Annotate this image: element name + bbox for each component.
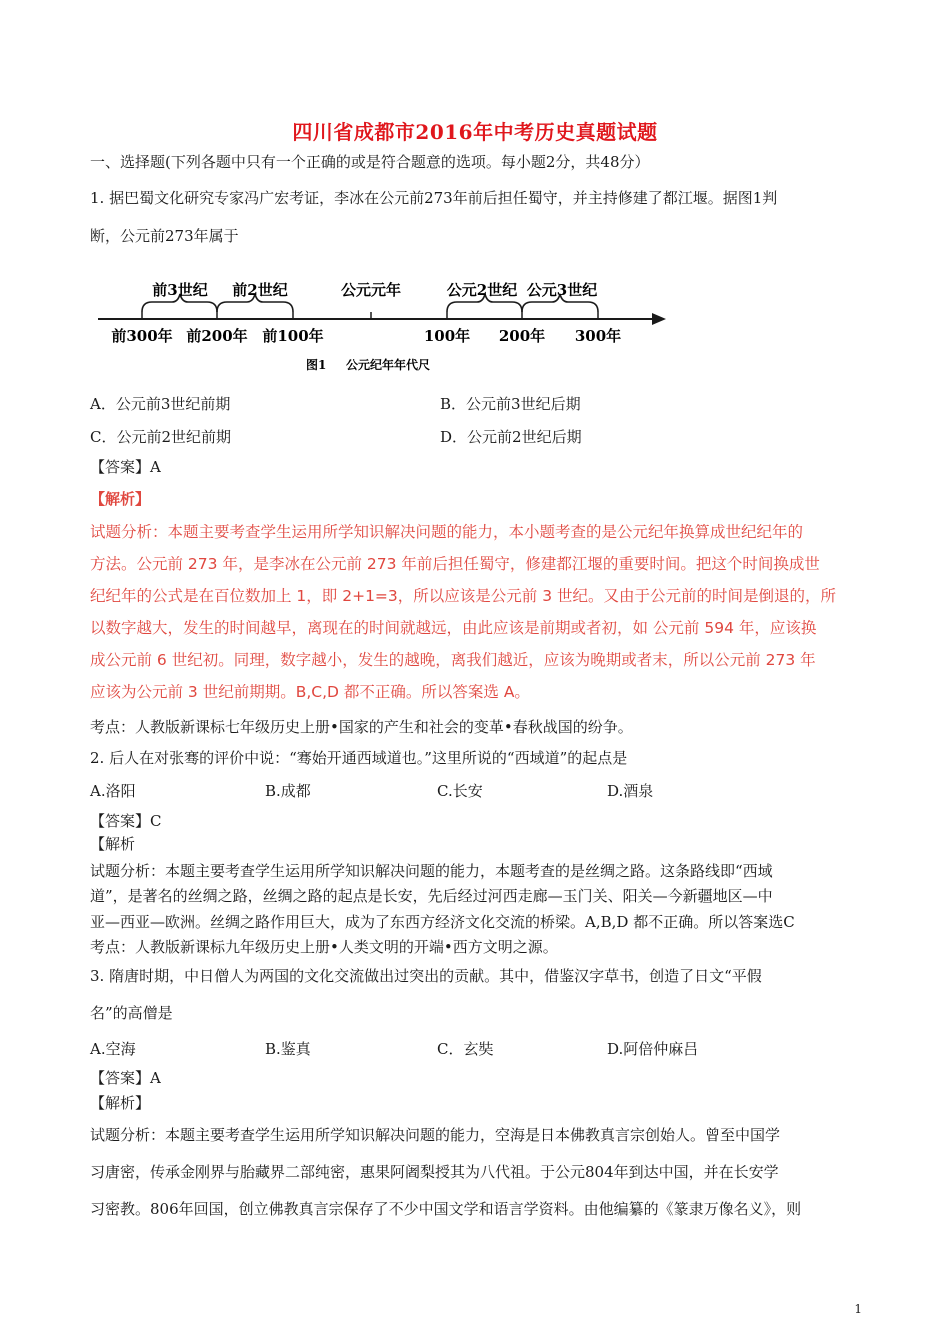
brace-label: 公元2世纪 [446,281,518,299]
q1-analysis-line: 应该为公元前 3 世纪前期期。B,C,D 都不正确。所以答案选 A。 [90,683,530,701]
page-title: 四川省成都市2016年中考历史真题试题 [292,120,658,144]
q2-analysis-line: 试题分析：本题主要考查学生运用所学知识解决问题的能力，本题考查的是丝绸之路。这条路线即“西域 [90,862,773,880]
q3-option-a: A.空海 [90,1040,136,1058]
brace-label: 前2世纪 [232,281,288,299]
q3-answer: 【答案】A [90,1069,161,1087]
q2-option-a: A.洛阳 [90,782,136,800]
q1-stem-line-1: 1. 据巴蜀文化研究专家冯广宏考证，李冰在公元前273年前后担任蜀守，并主持修建了都江堰。据图1判 [90,189,778,207]
q2-option-d: D.酒泉 [607,782,654,800]
q3-stem-line-2: 名”的高僧是 [90,1004,173,1022]
tick-label: 前300年 [111,327,173,345]
q3-analysis-heading: 【解析】 [90,1094,151,1112]
brace-label: 前3世纪 [152,281,208,299]
q3-option-d: D.阿倍仲麻吕 [607,1040,699,1058]
q3-analysis-line: 试题分析：本题主要考查学生运用所学知识解决问题的能力，空海是日本佛教真言宗创始人。曾至中国学 [90,1126,781,1144]
q1-knowledge-point: 考点：人教版新课标七年级历史上册•国家的产生和社会的变革•春秋战国的纷争。 [90,718,633,736]
q2-answer: 【答案】C [90,812,162,830]
tick-label: 前100年 [262,327,324,345]
brace-label: 公元3世纪 [526,281,598,299]
q2-stem: 2. 后人在对张骞的评价中说：“骞始开通西域道也。”这里所说的“西域道”的起点是 [90,749,628,767]
q1-option-d: D．公元前2世纪后期 [440,428,582,446]
q1-answer: 【答案】A [90,458,161,476]
q3-stem-line-1: 3. 隋唐时期，中日僧人为两国的文化交流做出过突出的贡献。其中，借鉴汉字草书，创造了日文“平假 [90,967,762,985]
q3-option-c: C．玄奘 [437,1040,494,1058]
q2-analysis-heading: 【解析 [90,835,136,853]
tick-label: 300年 [574,327,622,345]
tick-label: 100年 [423,327,471,345]
q1-option-c: C．公元前2世纪前期 [90,428,232,446]
figure-caption-number: 图1 [306,358,327,372]
q2-option-b: B.成都 [265,782,311,800]
tick-label: 前200年 [186,327,248,345]
q1-analysis-line: 以数字越大，发生的时间越早，离现在的时间就越远，由此应该是前期或者初，如 公元前 594 年，应该换 [90,619,817,637]
timeline-figure [0,272,950,392]
q1-analysis-heading: 【解析】 [90,490,151,508]
section-heading: 一、选择题(下列各题中只有一个正确的或是符合题意的选项。每小题2分，共48分） [90,153,650,171]
tick-label: 200年 [498,327,546,345]
timeline-arrow-icon [652,313,666,325]
brace-label: 公元元年 [340,281,402,299]
q3-analysis-line: 习唐密，传承金刚界与胎藏界二部纯密，惠果阿阇梨授其为八代祖。于公元804年到达中国，并在长安学 [90,1163,779,1181]
q1-analysis-line: 纪纪年的公式是在百位数加上 1，即 2+1=3，所以应该是公元前 3 世纪。又由于公元前的时间是倒退的，所 [90,587,836,605]
q1-analysis-line: 试题分析：本题主要考查学生运用所学知识解决问题的能力，本小题考查的是公元纪年换算成世纪纪年的 [90,523,804,541]
q2-analysis-line: 亚—西亚—欧洲。丝绸之路作用巨大，成为了东西方经济文化交流的桥梁。A,B,D 都不正确。所以答案选C [90,913,795,931]
figure-caption-text: 公元纪年年代尺 [346,358,431,372]
q1-stem-line-2: 断，公元前273年属于 [90,227,239,245]
q2-analysis-line: 道”，是著名的丝绸之路，丝绸之路的起点是长安，先后经过河西走廊—玉门关、阳关—今新疆地区—中 [90,887,773,905]
page-number: 1 [854,1302,862,1316]
q1-option-a: A．公元前3世纪前期 [90,395,231,413]
q3-analysis-line: 习密教。806年回国，创立佛教真言宗保存了不少中国文学和语言学资料。由他编纂的《篆隶万像名义》，则 [90,1200,802,1218]
q1-analysis-line: 成公元前 6 世纪初。同理，数字越小，发生的越晚，离我们越近，应该为晚期或者末，所以公元前 273 年 [90,651,816,669]
q1-option-b: B．公元前3世纪后期 [440,395,581,413]
q1-analysis-line: 方法。公元前 273 年，是李冰在公元前 273 年前后担任蜀守，修建都江堰的重要时间。把这个时间换成世 [90,555,820,573]
q2-knowledge-point: 考点：人教版新课标九年级历史上册•人类文明的开端•西方文明之源。 [90,938,558,956]
q2-option-c: C.长安 [437,782,483,800]
q3-option-b: B.鉴真 [265,1040,311,1058]
